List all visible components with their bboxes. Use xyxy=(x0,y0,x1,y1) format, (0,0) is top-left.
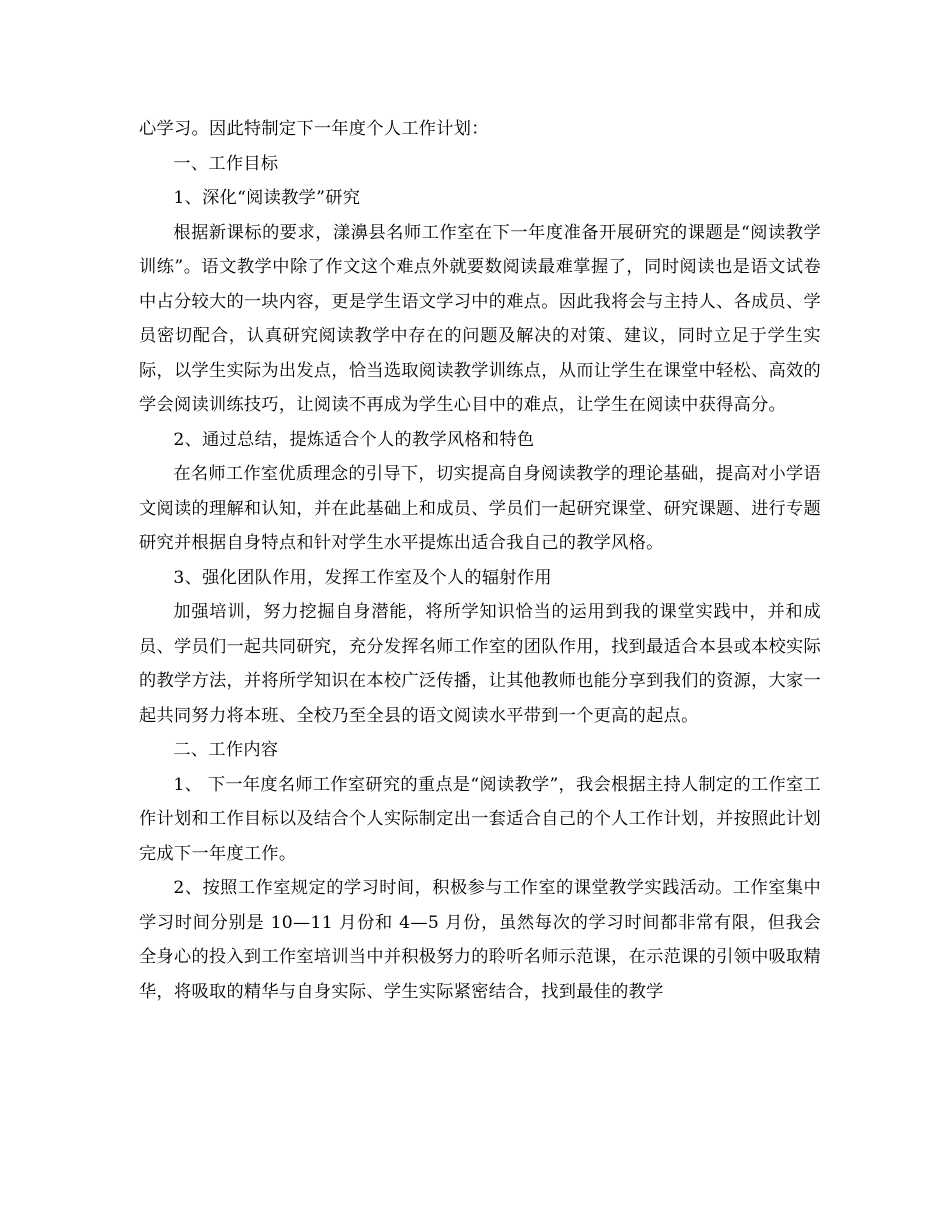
paragraph-continuation: 心学习。因此特制定下一年度个人工作计划： xyxy=(139,119,489,139)
subheading-teaching-style: 2、通过总结，提炼适合个人的教学风格和特色 xyxy=(173,429,535,450)
paragraph-team-role: 加强培训，努力挖掘自身潜能，将所学知识恰当的运用到我的课堂实践中，并和成员、学员们一起共同研究，充分发挥名师工作室的团队作用，找到最适合本县或本校实际的教学方法，并将所学知识在本校广泛传播，让其他教师也能分享到我们的资源，大家一起共同努力将本班、全校乃至全县的语文阅读水平带到一个更高的起点。 xyxy=(139,602,822,726)
paragraph-teaching-style: 在名师工作室优质理念的引导下，切实提高自身阅读教学的理论基础，提高对小学语文阅读的理解和认知，并在此基础上和成员、学员们一起研究课堂、研究课题、进行专题研究并根据自身特点和针对学生水平提炼出适合我自己的教学风格。 xyxy=(139,464,822,553)
document-body xyxy=(139,112,821,1009)
section-heading-content: 二、工作内容 xyxy=(173,740,279,760)
paragraph-reading-research: 根据新课标的要求，漾濞县名师工作室在下一年度准备开展研究的课题是“阅读教学训练”。语文教学中除了作文这个难点外就要数阅读最难掌握了，同时阅读也是语文试卷中占分较大的一块内容，更是学生语文学习中的难点。因此我将会与主持人、各成员、学员密切配合，认真研究阅读教学中存在的问题及解决的对策、建议，同时立足于学生实际，以学生实际为出发点，恰当选取阅读教学训练点，从而让学生在课堂中轻松、高效的学会阅读训练技巧，让阅读不再成为学生心目中的难点，让学生在阅读中获得高分。 xyxy=(139,222,822,415)
paragraph-content-item-2: 2、按照工作室规定的学习时间，积极参与工作室的课堂教学实践活动。工作室集中学习时间分别是 10—11 月份和 4—5 月份，虽然每次的学习时间都非常有限，但我会全身心的投入到工作室培训当中并积极努力的聆听名师示范课，在示范课的引领中吸取精华，将吸取的精华与自身实际、学生实际紧密结合，找到最佳的教学 xyxy=(139,878,822,1002)
paragraph-content-item-1: 1、 下一年度名师工作室研究的重点是“阅读教学”，我会根据主持人制定的工作室工作计划和工作目标以及结合个人实际制定出一套适合自己的个人工作计划，并按照此计划完成下一年度工作。 xyxy=(139,774,822,864)
section-heading-goals: 一、工作目标 xyxy=(173,153,279,174)
subheading-reading-research: 1、深化“阅读教学”研究 xyxy=(173,188,361,208)
subheading-team-role: 3、强化团队作用，发挥工作室及个人的辐射作用 xyxy=(173,567,552,588)
